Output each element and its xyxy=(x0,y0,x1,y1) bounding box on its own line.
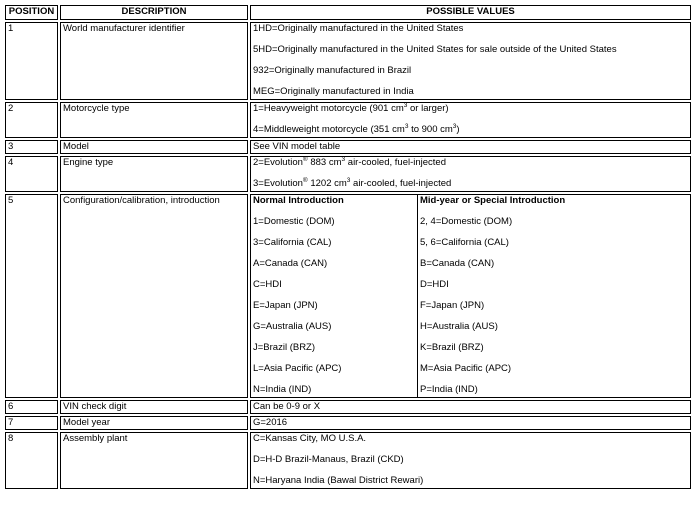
position-cell: 6 xyxy=(5,400,58,414)
position-cell: 1 xyxy=(5,22,58,100)
introduction-subtable xyxy=(251,195,690,397)
value-line: N=Haryana India (Bawal District Rewari) xyxy=(253,475,424,486)
value-line: 4=Middleweight motorcycle (351 $cm^3$ to 900 $cm^3$) xyxy=(253,123,460,135)
value-line: D=HDI xyxy=(420,279,449,290)
values-cell: G=2016 xyxy=(250,416,691,430)
header-possible-values: POSSIBLE VALUES xyxy=(250,5,691,20)
value-line: 2, 4=Domestic (DOM) xyxy=(420,216,513,227)
value-line: L=Asia Pacific (APC) xyxy=(253,363,342,374)
description-cell: Assembly plant xyxy=(60,432,248,489)
description-cell: World manufacturer identifier xyxy=(60,22,248,100)
description-cell: Configuration/calibration, introduction xyxy=(60,194,248,398)
value-line: 3=Evolution® 1202 $cm^3$ air-cooled, fuel-injected xyxy=(253,177,452,189)
vin-position-table xyxy=(3,3,693,491)
table-row xyxy=(5,194,691,398)
description-cell: VIN check digit xyxy=(60,400,248,414)
table-row xyxy=(5,140,691,154)
value-line: 1HD=Originally manufactured in the United States xyxy=(253,23,464,34)
values-cell xyxy=(250,194,691,398)
value-line: 932=Originally manufactured in Brazil xyxy=(253,65,412,76)
table-row xyxy=(5,156,691,192)
value-line: E=Japan (JPN) xyxy=(253,300,318,311)
value-line: M=Asia Pacific (APC) xyxy=(420,363,512,374)
values-cell xyxy=(250,22,691,100)
value-line: N=India (IND) xyxy=(253,384,312,395)
position-cell: 3 xyxy=(5,140,58,154)
value-line: MEG=Originally manufactured in India xyxy=(253,86,414,97)
value-line: 5, 6=California (CAL) xyxy=(420,237,509,248)
value-line: 2=Evolution® 883 $cm^3$ air-cooled, fuel-injected xyxy=(253,156,446,168)
values-cell: Can be 0-9 or X xyxy=(250,400,691,414)
position-cell: 5 xyxy=(5,194,58,398)
table-row xyxy=(5,432,691,489)
value-line: F=Japan (JPN) xyxy=(420,300,485,311)
value-line: C=Kansas City, MO U.S.A. xyxy=(253,433,367,444)
values-cell: See VIN model table xyxy=(250,140,691,154)
value-line: G=Australia (AUS) xyxy=(253,321,332,332)
value-line: B=Canada (CAN) xyxy=(420,258,495,269)
position-cell: 2 xyxy=(5,102,58,138)
value-line: D=H-D Brazil-Manaus, Brazil (CKD) xyxy=(253,454,404,465)
value-line: 3=California (CAL) xyxy=(253,237,332,248)
position-cell: 7 xyxy=(5,416,58,430)
description-cell: Model year xyxy=(60,416,248,430)
table-row xyxy=(5,102,691,138)
table-row xyxy=(5,22,691,100)
value-line: 1=Heavyweight motorcycle (901 $cm^3$ or larger) xyxy=(253,102,449,114)
value-line: P=India (IND) xyxy=(420,384,478,395)
header-row xyxy=(5,5,691,20)
position-cell: 8 xyxy=(5,432,58,489)
value-line: J=Brazil (BRZ) xyxy=(253,342,316,353)
value-line: H=Australia (AUS) xyxy=(420,321,498,332)
normal-introduction-column xyxy=(251,195,418,397)
values-cell xyxy=(250,102,691,138)
position-cell: 4 xyxy=(5,156,58,192)
header-description: DESCRIPTION xyxy=(60,5,248,20)
normal-introduction-heading: Normal Introduction xyxy=(253,195,344,206)
midyear-introduction-column xyxy=(418,195,690,397)
description-cell: Model xyxy=(60,140,248,154)
values-cell xyxy=(250,156,691,192)
header-position: POSITION xyxy=(5,5,58,20)
values-cell xyxy=(250,432,691,489)
value-line: 1=Domestic (DOM) xyxy=(253,216,335,227)
midyear-introduction-heading: Mid-year or Special Introduction xyxy=(420,195,566,206)
value-line: K=Brazil (BRZ) xyxy=(420,342,484,353)
description-cell: Motorcycle type xyxy=(60,102,248,138)
table-row xyxy=(5,400,691,414)
description-cell: Engine type xyxy=(60,156,248,192)
value-line: A=Canada (CAN) xyxy=(253,258,328,269)
table-row xyxy=(5,416,691,430)
value-line: C=HDI xyxy=(253,279,282,290)
value-line: 5HD=Originally manufactured in the United States for sale outside of the United States xyxy=(253,44,617,55)
